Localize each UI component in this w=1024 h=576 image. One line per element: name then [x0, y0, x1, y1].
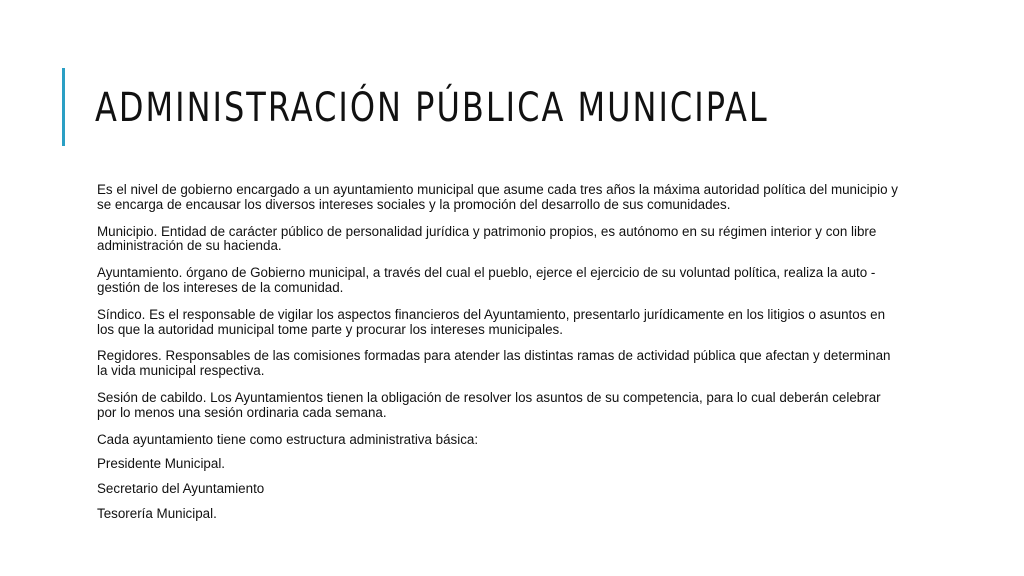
list-item-secretario: Secretario del Ayuntamiento — [97, 481, 265, 497]
paragraph-regidores: Regidores. Responsables de las comisiones formadas para atender las distintas ramas de actividad pública que afectan y determinan la vida municipal respectiva. — [97, 348, 891, 379]
paragraph-municipio: Municipio. Entidad de carácter público de personalidad jurídica y patrimonio propios, es autónomo en su régimen interior y con libre administración de su hacienda. — [97, 223, 877, 254]
paragraph-sindico: Síndico. Es el responsable de vigilar los aspectos financieros del Ayuntamiento, presentarlo jurídicamente en los litigios o asuntos en los que la autoridad municipal tome parte y procurar los intereses municipales. — [97, 306, 886, 337]
list-item-presidente: Presidente Municipal. — [97, 456, 226, 472]
paragraph-estructura: Cada ayuntamiento tiene como estructura administrativa básica: — [97, 431, 479, 447]
list-item-tesoreria: Tesorería Municipal. — [97, 505, 217, 521]
paragraph-definition: Es el nivel de gobierno encargado a un ayuntamiento municipal que asume cada tres años la máxima autoridad política del municipio y se encarga de encausar los diversos intereses sociales y la promoción del desarrollo de sus comunidades. — [97, 182, 898, 212]
slide-title: ADMINISTRACIÓN PÚBLICA MUNICIPAL — [95, 85, 769, 131]
paragraph-sesion-cabildo: Sesión de cabildo. Los Ayuntamientos tienen la obligación de resolver los asuntos de su competencia, para lo cual deberán celebrar por lo menos una sesión ordinaria cada semana. — [97, 389, 881, 420]
paragraph-ayuntamiento: Ayuntamiento. órgano de Gobierno municipal, a través del cual el pueblo, ejerce el ejercicio de su voluntad política, realiza la auto - gestión de los intereses de la comunidad. — [97, 265, 876, 295]
title-accent-bar — [62, 68, 65, 146]
slide-body — [97, 183, 902, 532]
